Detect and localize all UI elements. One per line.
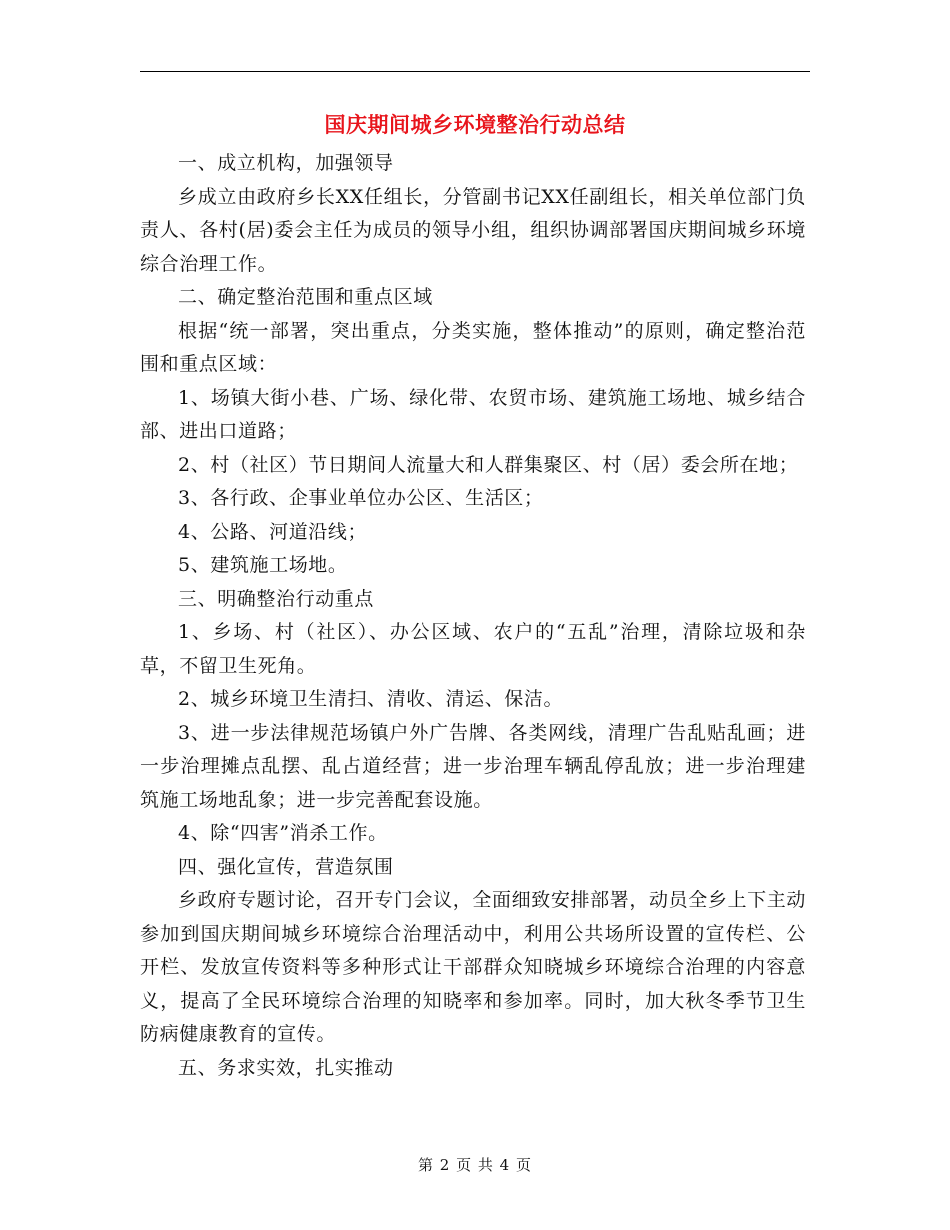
list-item: 2、村（社区）节日期间人流量大和人群集聚区、村（居）委会所在地； — [178, 453, 799, 476]
list-item: 2、城乡环境卫生清扫、清收、清运、保洁。 — [178, 688, 564, 710]
list-item: 5、建筑施工场地。 — [178, 554, 348, 576]
list-item: 3、进一步法律规范场镇户外广告牌、各类网线，清理广告乱贴乱画；进一步治理摊点乱摆、乱占道经营；进一步治理车辆乱停乱放；进一步治理建筑施工场地乱象；进一步完善配套设施。 — [140, 721, 806, 811]
footer-middle: 页 共 — [456, 1156, 494, 1174]
heading-section-2: 二、确定整治范围和重点区域 — [178, 286, 433, 308]
heading-section-4: 四、强化宣传，营造氛围 — [178, 855, 394, 878]
footer-current-page: 2 — [439, 1156, 451, 1174]
list-item: 3、各行政、企事业单位办公区、生活区； — [178, 487, 544, 509]
page-footer — [0, 1153, 950, 1177]
document-title: 国庆期间城乡环境整治行动总结 — [324, 113, 626, 137]
heading-section-5: 五、务求实效，扎实推动 — [178, 1056, 394, 1079]
header-rule — [140, 71, 810, 72]
list-item: 1、场镇大街小巷、广场、绿化带、农贸市场、建筑施工场地、城乡结合部、进出口道路； — [140, 386, 806, 442]
heading-section-1: 一、成立机构，加强领导 — [178, 152, 394, 174]
footer-prefix: 第 — [417, 1156, 434, 1174]
list-item: 4、除“四害”消杀工作。 — [178, 822, 388, 844]
paragraph: 乡成立由政府乡长XX任组长，分管副书记XX任副组长，相关单位部门负责人、各村(居)委会主任为成员的领导小组，组织协调部署国庆期间城乡环境综合治理工作。 — [140, 185, 806, 275]
footer-total-pages: 4 — [499, 1156, 511, 1174]
document-body — [140, 147, 806, 1085]
heading-section-3: 三、明确整治行动重点 — [178, 587, 375, 610]
footer-suffix: 页 — [516, 1156, 533, 1174]
paragraph: 根据“统一部署，突出重点，分类实施，整体推动”的原则，确定整治范围和重点区域： — [140, 319, 806, 375]
paragraph: 乡政府专题讨论，召开专门会议，全面细致安排部署，动员全乡上下主动参加到国庆期间城乡环境综合治理活动中，利用公共场所设置的宣传栏、公开栏、发放宣传资料等多种形式让干部群众知晓城乡环境综合治理的内容意义，提高了全民环境综合治理的知晓率和参加率。同时，加大秋冬季节卫生防病健康教育的宣传。 — [140, 889, 806, 1045]
list-item: 1、乡场、村（社区）、办公区域、农户的“五乱”治理，清除垃圾和杂草，不留卫生死角。 — [140, 621, 806, 677]
list-item: 4、公路、河道沿线； — [178, 520, 368, 543]
